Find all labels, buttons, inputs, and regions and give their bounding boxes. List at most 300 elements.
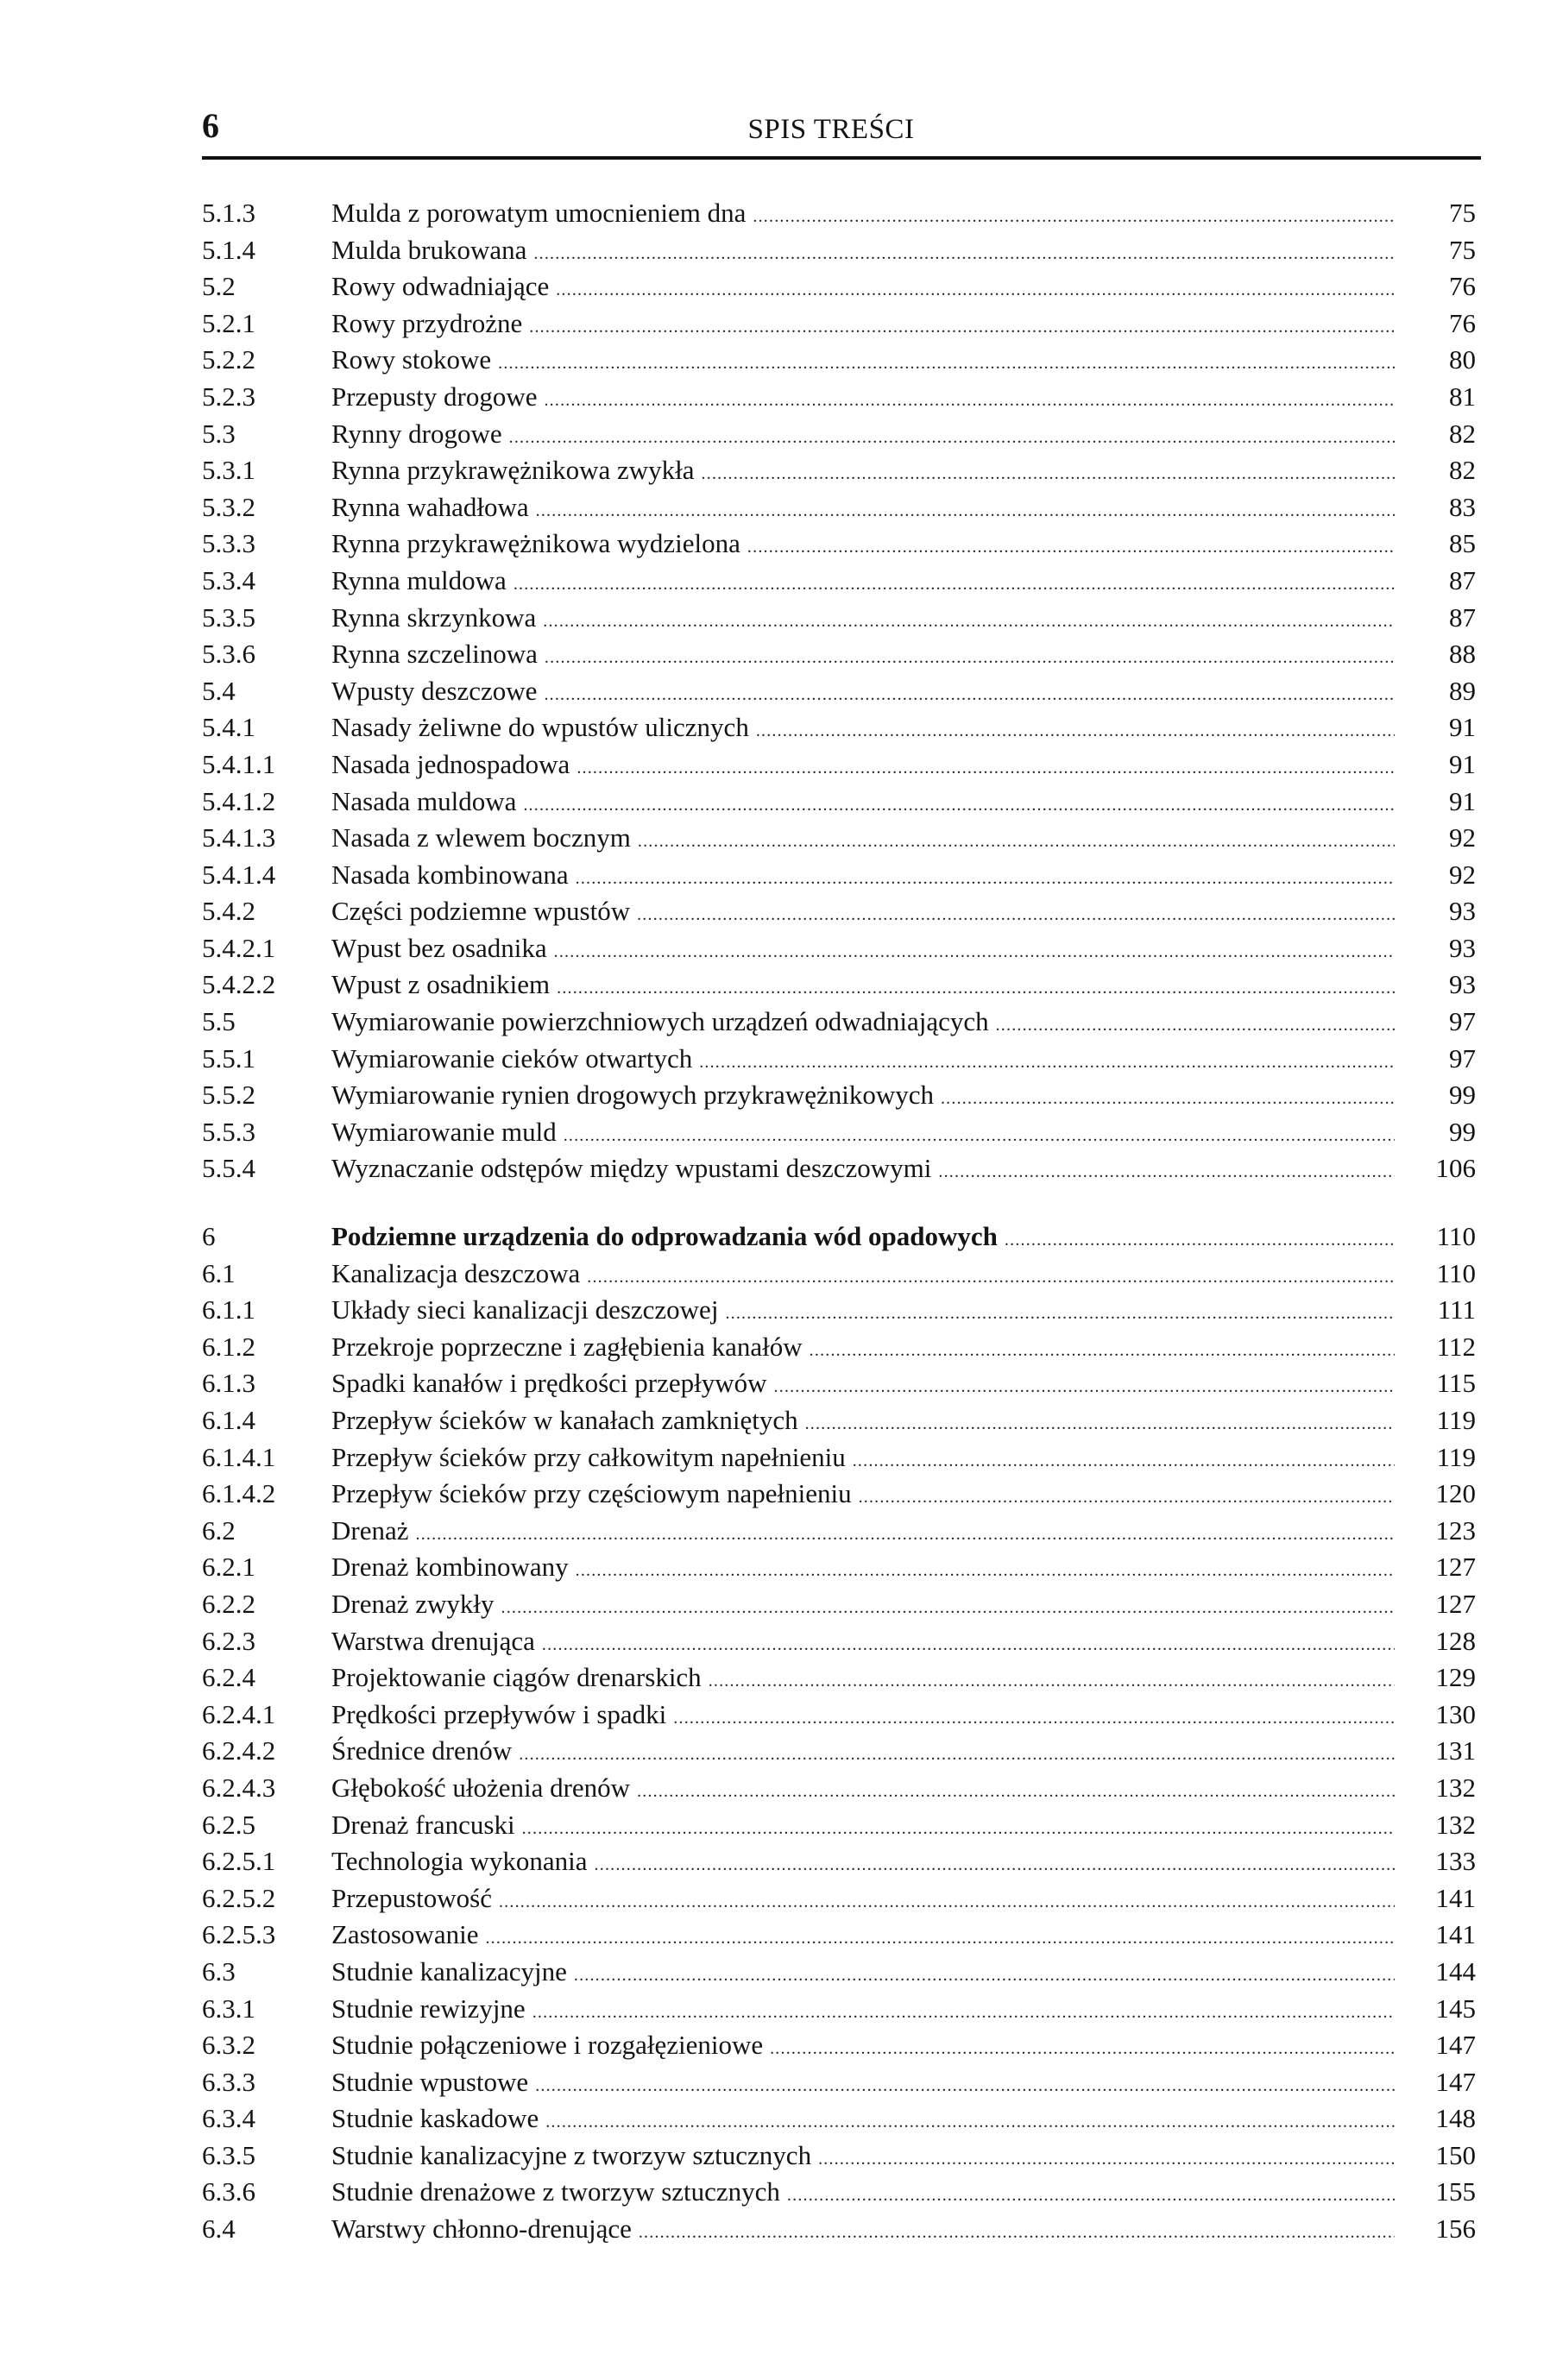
dot-leader	[853, 1443, 1395, 1480]
section-title: Części podziemne wpustów	[331, 896, 631, 927]
title-with-leader	[331, 1586, 1395, 1627]
section-number: 6	[202, 1221, 216, 1252]
dot-leader	[523, 787, 1395, 824]
title-with-leader	[331, 820, 1395, 860]
toc-entry	[202, 2064, 1479, 2101]
section-number: 6.1.3	[202, 1368, 255, 1399]
dot-leader	[595, 1847, 1395, 1884]
dot-leader	[529, 309, 1395, 346]
section-title: Technologia wykonania	[331, 1846, 588, 1877]
section-number: 6.2.2	[202, 1588, 255, 1619]
page-ref: 148	[1435, 2103, 1476, 2134]
toc-entry	[202, 1041, 1479, 1078]
dot-leader	[522, 1810, 1395, 1848]
dot-leader	[818, 2141, 1395, 2178]
section-title: Przepływ ścieków przy całkowitym napełnieniu	[331, 1441, 846, 1472]
section-number: 6.2.4.2	[202, 1735, 276, 1766]
section-title: Rowy przydrożne	[331, 307, 523, 338]
page-ref: 155	[1435, 2176, 1476, 2207]
toc-entry	[202, 709, 1479, 746]
section-number: 6.2.5.2	[202, 1882, 276, 1913]
toc-entry	[202, 1623, 1479, 1660]
toc-entry	[202, 1586, 1479, 1623]
page-ref: 99	[1449, 1080, 1476, 1111]
title-with-leader	[331, 966, 1395, 1007]
section-title: Wyznaczanie odstępów między wpustami deszczowymi	[331, 1153, 932, 1184]
section-title: Projektowanie ciągów drenarskich	[331, 1662, 702, 1693]
section-number: 6.1.4.2	[202, 1478, 276, 1509]
title-with-leader	[331, 1329, 1395, 1369]
dot-leader	[499, 1884, 1395, 1921]
title-with-leader	[331, 1256, 1395, 1296]
section-title: Rynna szczelinowa	[331, 639, 538, 670]
dot-leader	[638, 823, 1395, 860]
section-title: Nasada muldowa	[331, 785, 517, 816]
section-number: 6.4	[202, 2213, 236, 2245]
title-with-leader	[331, 1218, 1395, 1259]
toc-entry	[202, 820, 1479, 857]
toc-entry	[202, 930, 1479, 967]
dot-leader	[747, 529, 1395, 566]
title-with-leader	[331, 893, 1395, 934]
page-ref: 92	[1449, 859, 1476, 890]
section-number: 6.3.4	[202, 2103, 255, 2134]
page-ref: 82	[1449, 418, 1476, 449]
page-ref: 91	[1449, 748, 1476, 779]
toc-entry	[202, 1439, 1479, 1476]
page-ref: 97	[1449, 1006, 1476, 1037]
dot-leader	[519, 1736, 1395, 1773]
section-number: 6.1.2	[202, 1331, 255, 1362]
dot-leader	[639, 2214, 1395, 2251]
section-number: 6.1.4.1	[202, 1441, 276, 1472]
section-title: Spadki kanałów i prędkości przepływów	[331, 1368, 767, 1399]
section-number: 5.3	[202, 418, 236, 449]
section-number: 5.5.1	[202, 1042, 255, 1074]
toc-entry	[202, 489, 1479, 526]
toc-entry	[202, 600, 1479, 637]
title-with-leader	[331, 1697, 1395, 1737]
section-title: Wymiarowanie muld	[331, 1116, 557, 1147]
section-number: 6.2.5.3	[202, 1919, 276, 1950]
page-ref: 75	[1449, 198, 1476, 228]
dot-leader	[576, 1552, 1395, 1590]
toc-entry	[202, 1513, 1479, 1550]
page-ref: 87	[1449, 564, 1476, 595]
title-with-leader	[331, 784, 1395, 824]
section-title: Przepusty drogowe	[331, 381, 538, 412]
title-with-leader	[331, 1733, 1395, 1773]
page-ref: 127	[1435, 1588, 1476, 1619]
section-number: 6.2.5	[202, 1809, 255, 1840]
page-ref: 132	[1435, 1809, 1476, 1840]
section-number: 5.4.1.3	[202, 822, 276, 853]
dot-leader	[787, 2177, 1395, 2214]
toc-entry	[202, 563, 1479, 600]
toc-entry	[202, 636, 1479, 673]
dot-leader	[699, 1044, 1395, 1081]
page-ref: 92	[1449, 822, 1476, 853]
section-number: 6.2.4.3	[202, 1772, 276, 1803]
dot-leader	[543, 603, 1395, 640]
section-title: Układy sieci kanalizacji deszczowej	[331, 1294, 719, 1325]
section-number: 5.4.1.1	[202, 748, 276, 779]
toc-entry	[202, 1256, 1479, 1293]
section-title: Rynny drogowe	[331, 418, 502, 449]
title-with-leader	[331, 930, 1395, 971]
toc-entry	[202, 1954, 1479, 1991]
page-ref: 91	[1449, 712, 1476, 743]
section-title: Średnice drenów	[331, 1735, 513, 1766]
section-title: Drenaż francuski	[331, 1809, 515, 1840]
dot-leader	[532, 1994, 1395, 2031]
dot-leader	[574, 1957, 1395, 1994]
dot-leader	[725, 1295, 1395, 1332]
page-ref: 130	[1435, 1698, 1476, 1729]
title-with-leader	[331, 1077, 1395, 1118]
section-number: 5.4.1	[202, 712, 255, 743]
section-number: 5.3.1	[202, 455, 255, 486]
section-number: 6.1.4	[202, 1405, 255, 1435]
title-with-leader	[331, 526, 1395, 566]
page-ref: 82	[1449, 455, 1476, 486]
title-with-leader	[331, 1880, 1395, 1921]
section-number: 6.1.1	[202, 1294, 255, 1325]
section-title: Nasada kombinowana	[331, 859, 569, 890]
toc-entry	[202, 1917, 1479, 1954]
title-with-leader	[331, 1041, 1395, 1081]
section-number: 6.3.2	[202, 2030, 255, 2061]
page-ref: 128	[1435, 1625, 1476, 1656]
title-with-leader	[331, 2064, 1395, 2105]
page-ref: 76	[1449, 307, 1476, 338]
toc-entry	[202, 379, 1479, 416]
toc-chapter-entry	[202, 1218, 1479, 1256]
section-number: 5.3.4	[202, 564, 255, 595]
section-title: Studnie drenażowe z tworzyw sztucznych	[331, 2176, 780, 2207]
toc-entry	[202, 893, 1479, 930]
section-number: 5.3.6	[202, 639, 255, 670]
dot-leader	[554, 934, 1395, 971]
section-number: 5.2.2	[202, 344, 255, 375]
section-number: 5.4	[202, 675, 236, 706]
dot-leader	[637, 1773, 1395, 1810]
toc-entry	[202, 1991, 1479, 2028]
dot-leader	[542, 1627, 1395, 1664]
page-ref: 141	[1435, 1882, 1476, 1913]
dot-leader	[514, 566, 1395, 603]
page-ref: 129	[1435, 1662, 1476, 1693]
toc-entry	[202, 452, 1479, 489]
section-title: Drenaż	[331, 1514, 409, 1546]
toc-entry	[202, 2027, 1479, 2064]
section-title: Wymiarowanie powierzchniowych urządzeń odwadniających	[331, 1006, 989, 1037]
title-with-leader	[331, 305, 1395, 346]
page-ref: 123	[1435, 1514, 1476, 1546]
toc-entry	[202, 1770, 1479, 1807]
dot-leader	[576, 860, 1395, 897]
section-title: Warstwa drenująca	[331, 1625, 535, 1656]
title-with-leader	[331, 600, 1395, 640]
dot-leader	[805, 1406, 1395, 1443]
toc-entry	[202, 2211, 1479, 2248]
page-ref: 131	[1435, 1735, 1476, 1766]
page-ref: 110	[1436, 1221, 1476, 1252]
section-number: 6.3.6	[202, 2176, 255, 2207]
toc-entry	[202, 1402, 1479, 1439]
table-of-contents	[202, 195, 1479, 2248]
section-title: Przepływ ścieków w kanałach zamkniętych	[331, 1405, 798, 1435]
section-title: Studnie wpustowe	[331, 2066, 529, 2097]
section-title: Rynna wahadłowa	[331, 491, 529, 522]
section-number: 5.4.2	[202, 896, 255, 927]
toc-entry	[202, 305, 1479, 343]
title-with-leader	[331, 452, 1395, 493]
section-number: 5.2.3	[202, 381, 255, 412]
toc-entry	[202, 673, 1479, 710]
title-with-leader	[331, 379, 1395, 419]
page-ref: 81	[1449, 381, 1476, 412]
dot-leader	[938, 1154, 1395, 1191]
section-number: 5.4.1.4	[202, 859, 276, 890]
toc-entry	[202, 1880, 1479, 1917]
dot-leader	[587, 1259, 1395, 1296]
page-ref: 147	[1435, 2030, 1476, 2061]
toc-entry	[202, 1659, 1479, 1697]
page-ref: 156	[1435, 2213, 1476, 2245]
toc-entry	[202, 1807, 1479, 1844]
title-with-leader	[331, 1954, 1395, 1994]
section-title: Rowy odwadniające	[331, 271, 550, 302]
dot-leader	[577, 750, 1395, 787]
section-title: Rowy stokowe	[331, 344, 492, 375]
section-title: Wpust bez osadnika	[331, 932, 547, 963]
title-with-leader	[331, 1004, 1395, 1044]
title-with-leader	[331, 746, 1395, 787]
section-title: Wymiarowanie cieków otwartych	[331, 1042, 693, 1074]
toc-entry	[202, 1329, 1479, 1366]
title-with-leader	[331, 195, 1395, 236]
section-number: 5.3.2	[202, 491, 255, 522]
section-number: 5.4.2.2	[202, 969, 276, 1000]
toc-entry	[202, 1004, 1479, 1041]
dot-leader	[702, 456, 1395, 493]
dot-leader	[544, 382, 1395, 419]
dot-leader	[859, 1479, 1395, 1516]
page-ref: 76	[1449, 271, 1476, 302]
title-with-leader	[331, 1292, 1395, 1332]
page-ref: 93	[1449, 969, 1476, 1000]
page-ref: 110	[1436, 1257, 1476, 1288]
dot-leader	[536, 493, 1395, 530]
title-with-leader	[331, 1365, 1395, 1406]
page-ref: 97	[1449, 1042, 1476, 1074]
section-number: 6.2.4	[202, 1662, 255, 1693]
dot-leader	[509, 419, 1395, 456]
page-ref: 150	[1435, 2139, 1476, 2170]
page-ref: 147	[1435, 2066, 1476, 2097]
toc-entry	[202, 857, 1479, 894]
page-ref: 120	[1435, 1478, 1476, 1509]
section-number: 6.3	[202, 1955, 236, 1986]
section-number: 6.1	[202, 1257, 236, 1288]
title-with-leader	[331, 636, 1395, 677]
title-with-leader	[331, 416, 1395, 456]
section-number: 5.5.2	[202, 1080, 255, 1111]
page-ref: 106	[1435, 1153, 1476, 1184]
dot-leader	[556, 272, 1395, 309]
title-with-leader	[331, 1807, 1395, 1848]
title-with-leader	[331, 563, 1395, 603]
section-title: Nasady żeliwne do wpustów ulicznych	[331, 712, 749, 743]
section-number: 6.3.5	[202, 2139, 255, 2170]
section-title: Przepływ ścieków przy częściowym napełnieniu	[331, 1478, 852, 1509]
toc-entry	[202, 746, 1479, 784]
title-with-leader	[331, 1114, 1395, 1155]
section-title: Wymiarowanie rynien drogowych przykrawężnikowych	[331, 1080, 934, 1111]
page-ref: 88	[1449, 639, 1476, 670]
title-with-leader	[331, 1513, 1395, 1553]
toc-entry	[202, 1697, 1479, 1734]
page-ref: 115	[1436, 1368, 1476, 1399]
page-ref: 91	[1449, 785, 1476, 816]
toc-entry	[202, 232, 1479, 269]
section-number: 5.1.4	[202, 234, 255, 265]
section-title: Kanalizacja deszczowa	[331, 1257, 581, 1288]
dot-leader	[533, 236, 1395, 273]
page-ref: 112	[1436, 1331, 1476, 1362]
title-with-leader	[331, 857, 1395, 897]
dot-leader	[485, 1920, 1395, 1957]
section-title: Przekroje poprzeczne i zagłębienia kanałów	[331, 1331, 803, 1362]
section-number: 5.1.3	[202, 198, 255, 228]
section-number: 5.3.5	[202, 601, 255, 633]
title-with-leader	[331, 1439, 1395, 1480]
section-title: Mulda z porowatym umocnieniem dna	[331, 198, 747, 228]
toc-entry	[202, 2174, 1479, 2211]
section-title: Drenaż kombinowany	[331, 1552, 569, 1583]
dot-leader	[557, 970, 1395, 1007]
title-with-leader	[331, 1770, 1395, 1810]
dot-leader	[501, 1590, 1396, 1627]
section-title: Mulda brukowana	[331, 234, 527, 265]
section-title: Studnie połączeniowe i rozgałęzieniowe	[331, 2030, 764, 2061]
running-title: SPIS TREŚCI	[747, 114, 915, 145]
dot-leader	[535, 2068, 1395, 2105]
section-title: Rynna muldowa	[331, 564, 507, 595]
page-ref: 93	[1449, 932, 1476, 963]
toc-entry	[202, 1476, 1479, 1513]
dot-leader	[774, 1369, 1396, 1406]
title-with-leader	[331, 1476, 1395, 1516]
page-ref: 132	[1435, 1772, 1476, 1803]
page-ref: 119	[1436, 1405, 1476, 1435]
section-title: Studnie rewizyjne	[331, 1993, 526, 2024]
section-title: Prędkości przepływów i spadki	[331, 1698, 667, 1729]
title-with-leader	[331, 1549, 1395, 1590]
toc-entry	[202, 416, 1479, 453]
section-title: Nasada jednospadowa	[331, 748, 570, 779]
toc-entry	[202, 1549, 1479, 1586]
section-number: 5.4.1.2	[202, 785, 276, 816]
title-with-leader	[331, 1991, 1395, 2031]
toc-entry	[202, 1150, 1479, 1187]
toc-entry	[202, 784, 1479, 821]
page-ref: 119	[1436, 1441, 1476, 1472]
title-with-leader	[331, 1843, 1395, 1884]
section-title: Rynna przykrawężnikowa wydzielona	[331, 528, 740, 559]
page-ref: 99	[1449, 1116, 1476, 1147]
dot-leader	[545, 639, 1395, 677]
section-number: 5.4.2.1	[202, 932, 276, 963]
section-title: Rynna skrzynkowa	[331, 601, 537, 633]
section-title: Drenaż zwykły	[331, 1588, 495, 1619]
dot-leader	[1005, 1222, 1395, 1259]
page-ref: 133	[1435, 1846, 1476, 1877]
title-with-leader	[331, 489, 1395, 530]
section-number: 5.5.4	[202, 1153, 255, 1184]
toc-entry	[202, 1077, 1479, 1114]
toc-entry	[202, 342, 1479, 379]
dot-leader	[753, 198, 1395, 236]
title-with-leader	[331, 2138, 1395, 2178]
title-with-leader	[331, 2174, 1395, 2214]
toc-entry	[202, 1365, 1479, 1402]
toc-entry	[202, 1292, 1479, 1329]
section-title: Warstwy chłonno-drenujące	[331, 2213, 632, 2245]
section-title: Wpusty deszczowe	[331, 675, 538, 706]
section-number: 5.2.1	[202, 307, 255, 338]
dot-leader	[941, 1080, 1395, 1118]
section-title: Wpust z osadnikiem	[331, 969, 551, 1000]
title-with-leader	[331, 1402, 1395, 1443]
section-number: 5.2	[202, 271, 236, 302]
toc-entry	[202, 1843, 1479, 1880]
dot-leader	[756, 713, 1395, 750]
header-rule	[202, 156, 1481, 160]
title-with-leader	[331, 1659, 1395, 1700]
section-title: Głębokość ułożenia drenów	[331, 1772, 631, 1803]
title-with-leader	[331, 2100, 1395, 2141]
page-ref: 111	[1437, 1294, 1476, 1325]
title-with-leader	[331, 2211, 1395, 2251]
dot-leader	[545, 2104, 1395, 2141]
section-number: 5.3.3	[202, 528, 255, 559]
section-title: Przepustowość	[331, 1882, 492, 1913]
title-with-leader	[331, 342, 1395, 382]
title-with-leader	[331, 709, 1395, 750]
toc-entry	[202, 195, 1479, 232]
section-number: 6.3.3	[202, 2066, 255, 2097]
section-title: Podziemne urządzenia do odprowadzania wód opadowych	[331, 1221, 998, 1252]
title-with-leader	[331, 1623, 1395, 1664]
section-title: Studnie kanalizacyjne	[331, 1955, 567, 1986]
toc-entry	[202, 1733, 1479, 1770]
section-number: 6.2.4.1	[202, 1698, 276, 1729]
section-number: 6.2.3	[202, 1625, 255, 1656]
dot-leader	[544, 677, 1395, 714]
page-ref: 127	[1435, 1552, 1476, 1583]
section-title: Nasada z wlewem bocznym	[331, 822, 631, 853]
dot-leader	[416, 1516, 1396, 1553]
page-ref: 87	[1449, 601, 1476, 633]
dot-leader	[770, 2031, 1395, 2068]
section-title: Zastosowanie	[331, 1919, 479, 1950]
dot-leader	[709, 1663, 1395, 1700]
title-with-leader	[331, 1150, 1395, 1191]
toc-entry	[202, 2100, 1479, 2138]
page-ref: 89	[1449, 675, 1476, 706]
